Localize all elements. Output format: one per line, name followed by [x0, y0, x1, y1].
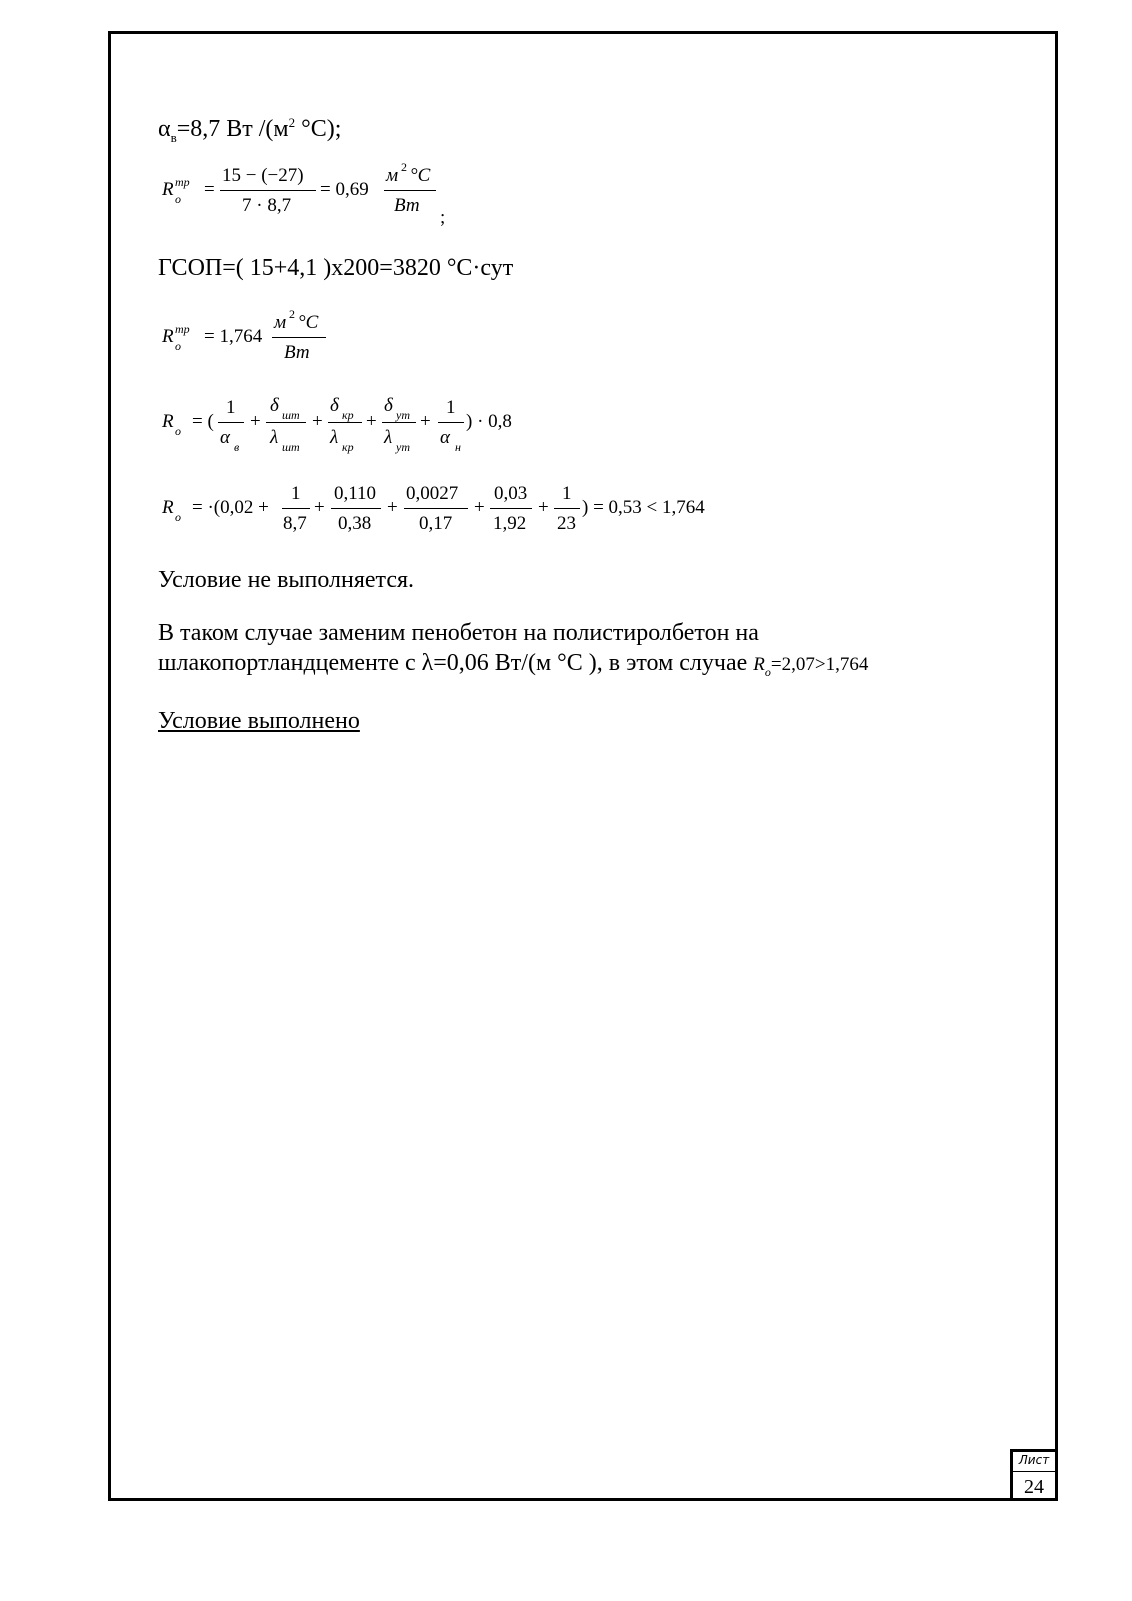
condition-ok-text: Условие выполнено — [158, 708, 360, 734]
gsop-line: ГСОП=( 15+4,1 )х200=3820 °С·сут — [158, 255, 514, 281]
replace-text-line-2: шлакопортландцементе с λ=0,06 Вт/(м °С ), в этом случае $R_o=2,07>1,764$ — [158, 650, 869, 679]
replace-text-line-1: В таком случае заменим пенобетон на полистиролбетон на — [158, 620, 759, 646]
alpha-line: $\alpha_в=8,7$ Вт $/(м^2$ °С); — [158, 115, 342, 145]
sheet-number: 24 — [1024, 1476, 1044, 1498]
sheet-label: Лист — [1018, 1453, 1050, 1467]
page-frame — [108, 31, 1058, 1501]
sheet-stamp-divider — [1010, 1471, 1058, 1472]
condition-fail-text: Условие не выполняется. — [158, 567, 415, 593]
